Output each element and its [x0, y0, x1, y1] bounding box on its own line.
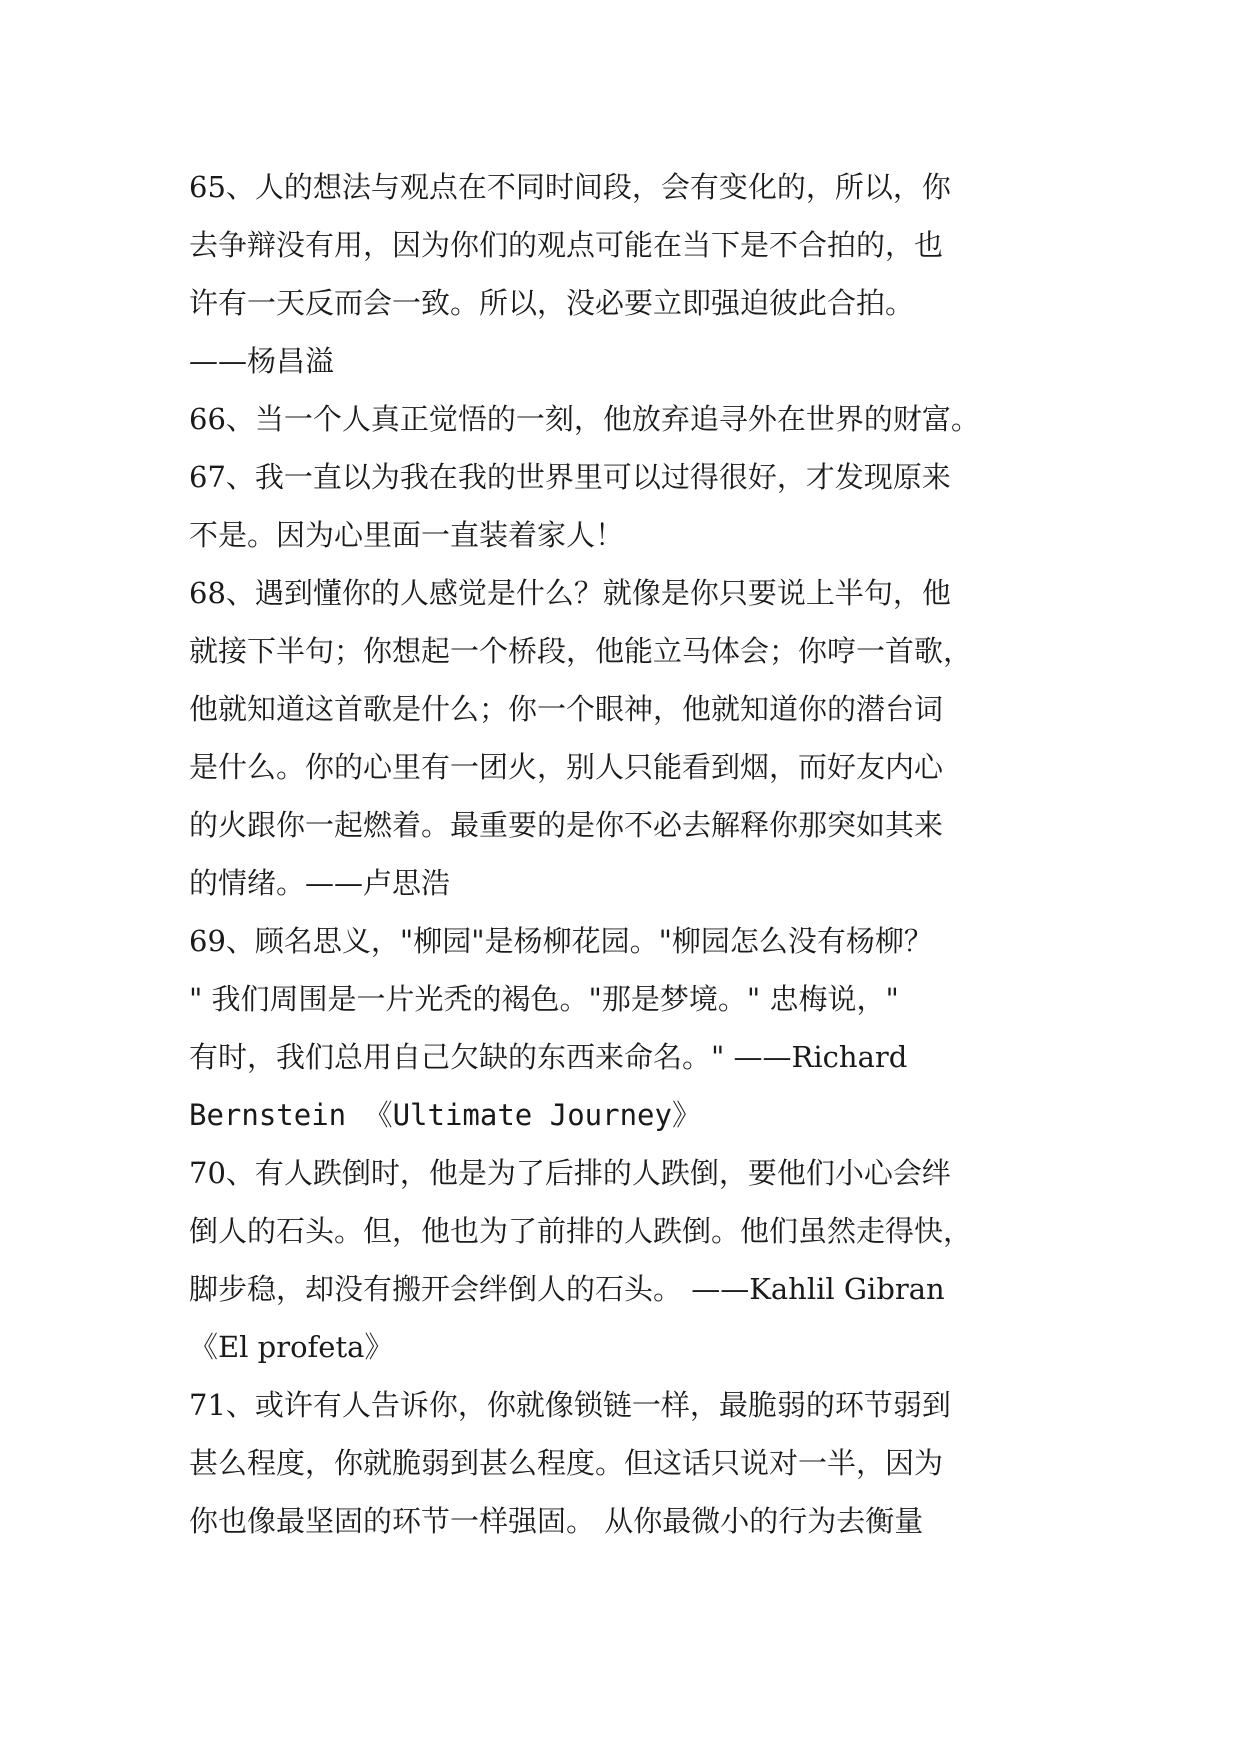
text-line: 69、顾名思义，"柳园"是杨柳花园。"柳园怎么没有杨柳？ — [189, 924, 933, 958]
body-text — [189, 158, 1069, 1550]
text-line: 就接下半句；你想起一个桥段，他能立马体会；你哼一首歌， — [189, 634, 973, 668]
text-line: " 我们周围是一片光秃的褐色。"那是梦境。" 忠梅说，" — [189, 982, 899, 1016]
text-line: 65、人的想法与观点在不同时间段，会有变化的，所以，你 — [189, 170, 951, 204]
text-line: Bernstein 《Ultimate Journey》 — [189, 1098, 701, 1132]
text-line: 的情绪。——卢思浩 — [189, 866, 451, 900]
text-line: 的火跟你一起燃着。最重要的是你不必去解释你那突如其来 — [189, 808, 944, 842]
text-line: 倒人的石头。但，他也为了前排的人跌倒。他们虽然走得快， — [189, 1214, 973, 1248]
text-line: 你也像最坚固的环节一样强固。 从你最微小的行为去衡量 — [189, 1504, 924, 1538]
text-line: ——杨昌溢 — [189, 344, 335, 378]
text-line: 甚么程度，你就脆弱到甚么程度。但这话只说对一半，因为 — [189, 1446, 944, 1480]
text-line: 许有一天反而会一致。所以，没必要立即强迫彼此合拍。 — [189, 286, 915, 320]
text-line: 70、有人跌倒时，他是为了后排的人跌倒，要他们小心会绊 — [189, 1156, 951, 1190]
text-line: 71、或许有人告诉你，你就像锁链一样，最脆弱的环节弱到 — [189, 1388, 951, 1422]
text-line: 不是。因为心里面一直装着家人！ — [189, 518, 625, 552]
text-line: 去争辩没有用，因为你们的观点可能在当下是不合拍的，也 — [189, 228, 944, 262]
text-line: 脚步稳，却没有搬开会绊倒人的石头。 ——Kahlil Gibran — [189, 1272, 945, 1306]
text-line: 是什么。你的心里有一团火，别人只能看到烟，而好友内心 — [189, 750, 944, 784]
text-line: 67、我一直以为我在我的世界里可以过得很好，才发现原来 — [189, 460, 951, 494]
text-line: 68、遇到懂你的人感觉是什么？就像是你只要说上半句，他 — [189, 576, 951, 610]
text-line: 66、当一个人真正觉悟的一刻，他放弃追寻外在世界的财富。 — [189, 402, 980, 436]
text-line: 有时，我们总用自己欠缺的东西来命名。" ——Richard — [189, 1040, 908, 1074]
text-line: 他就知道这首歌是什么；你一个眼神，他就知道你的潜台词 — [189, 692, 944, 726]
text-line: 《El profeta》 — [189, 1330, 394, 1364]
